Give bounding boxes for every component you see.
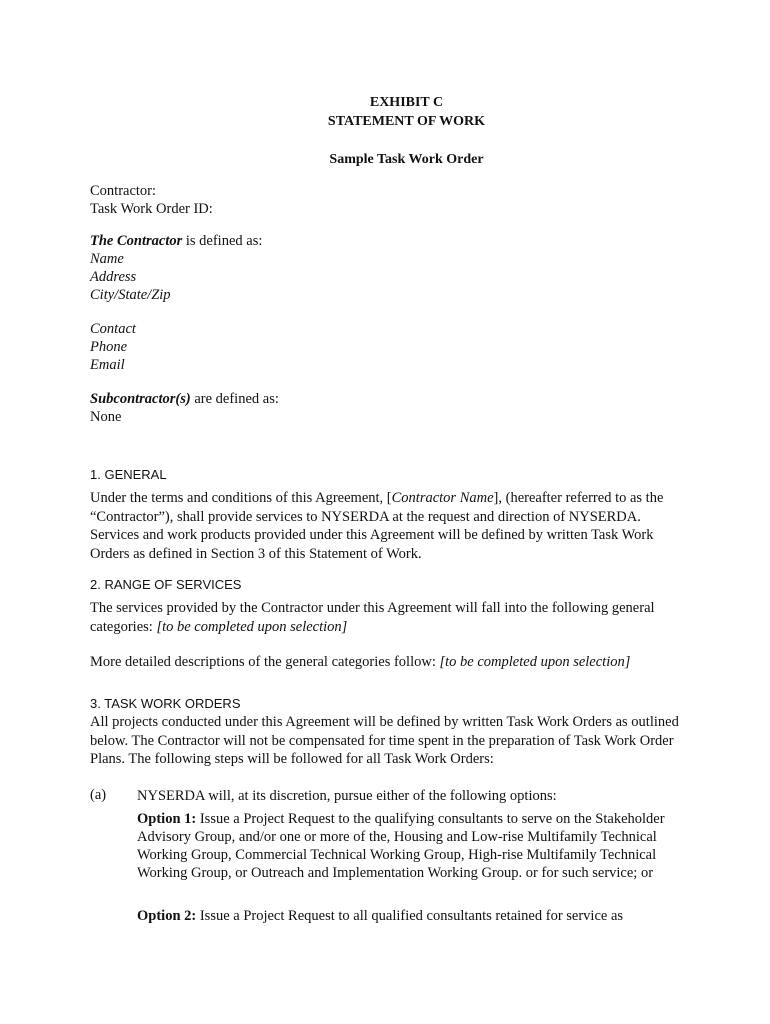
range-detail-text: More detailed descriptions of the general categories follow:: [90, 654, 440, 670]
section-range-heading: 2. RANGE OF SERVICES: [90, 577, 242, 592]
range-placeholder: [to be completed upon selection]: [156, 618, 348, 635]
contractor-name-field: Name: [90, 251, 124, 267]
contractor-info: [90, 182, 279, 426]
task-work-order-id-line: Task Work Order ID:: [90, 201, 213, 217]
contractor-email-field: Email: [90, 357, 125, 373]
document-header: [0, 93, 770, 169]
contractor-address-field: Address: [90, 269, 137, 285]
general-text-rest: ], (hereafter referred to as the “Contractor”), shall provide services to NYSERDA at the request and direction of NYSERDA. Services and work products provided under this Agreement will be defined by written Task Work Orders as defined in Section 3 of this Statement of Work.: [90, 490, 664, 562]
general-text-start: Under the terms and conditions of this Agreement, [: [90, 490, 392, 506]
general-contractor-name: Contractor Name: [391, 490, 494, 506]
section-range-paragraph-1: [90, 599, 690, 636]
subcontractor-value: None: [90, 409, 122, 425]
option-1-paragraph: [137, 810, 672, 882]
contractor-city-field: City/State/Zip: [90, 287, 171, 303]
section-orders-paragraph: All projects conducted under this Agreement will be defined by written Task Work Orders as outlined below. The Contractor will not be compensated for time spent in the preparation of Task Work Order Plans. The following steps will be followed for all Task Work Orders:: [90, 714, 679, 767]
contractor-defined-label: The Contractor: [90, 233, 183, 249]
range-detail-placeholder: [to be completed upon selection]: [439, 654, 631, 670]
subcontractor-definition: [90, 390, 279, 408]
option-2-text: Issue a Project Request to all qualified consultants retained for service as: [196, 908, 624, 924]
option-1-label: Option 1:: [137, 811, 197, 827]
option-1-text: Issue a Project Request to the qualifying consultants to serve on the Stakeholder Advisory Group, and/or one or more of the, Housing and Low-rise Multifamily Technical Working Group, Commercial Technical Working Group, High-rise Multifamily Technical Working Group, or Outreach and Implementation Working Group. or for such service; or: [137, 811, 665, 881]
exhibit-label: EXHIBIT C: [369, 95, 444, 110]
option-2-paragraph: [137, 907, 672, 925]
subcontractor-rest: are defined as:: [190, 391, 279, 407]
contractor-definition: [90, 232, 279, 250]
section-general-heading: 1. GENERAL: [90, 467, 167, 482]
item-a-text: NYSERDA will, at its discretion, pursue either of the following options:: [137, 788, 557, 804]
option-2-label: Option 2:: [137, 908, 197, 924]
section-orders-heading: 3. TASK WORK ORDERS: [90, 696, 241, 711]
subcontractor-label: Subcontractor(s): [90, 391, 191, 407]
document-subtitle: Sample Task Work Order: [329, 152, 484, 167]
document-title: STATEMENT OF WORK: [327, 114, 486, 129]
contractor-contact-field: Contact: [90, 321, 136, 337]
contractor-defined-rest: is defined as:: [182, 233, 263, 249]
item-a-label: (a): [90, 787, 107, 803]
range-text: The services provided by the Contractor under this Agreement will fall into the following general categories:: [90, 600, 655, 635]
section-range-paragraph-2: [90, 653, 690, 672]
contractor-line: Contractor:: [90, 183, 157, 199]
contractor-phone-field: Phone: [90, 339, 128, 355]
section-general-paragraph: [90, 489, 690, 563]
